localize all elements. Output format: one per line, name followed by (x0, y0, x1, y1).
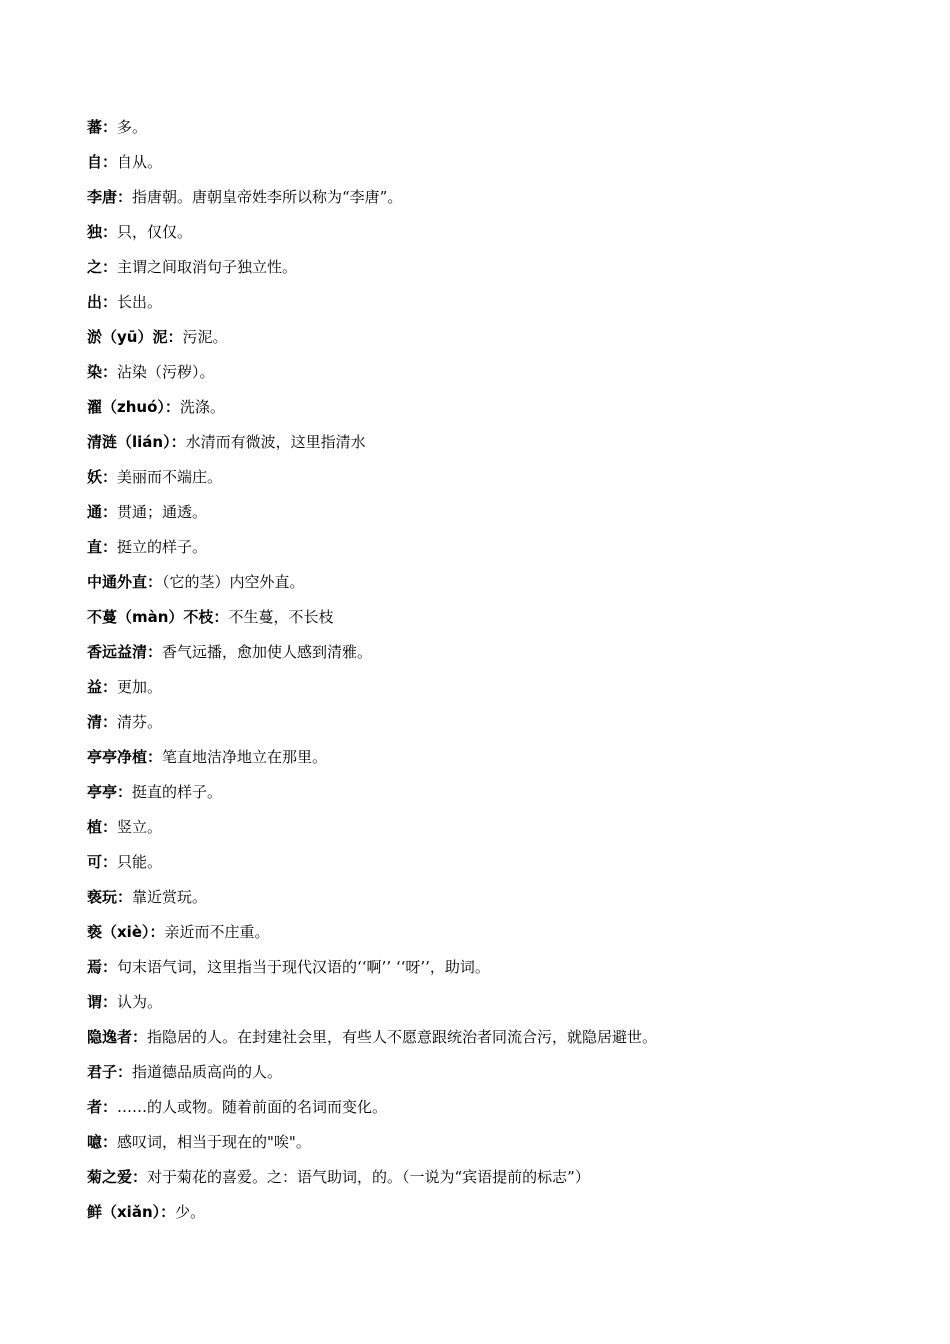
glossary-definition: 香气远播，愈加使人感到清雅。 (162, 643, 373, 661)
glossary-term: 直： (87, 538, 118, 556)
glossary-entry (87, 1024, 887, 1059)
glossary-entry (87, 639, 887, 674)
glossary-entry (87, 884, 887, 919)
glossary-definition: 靠近赏玩。 (132, 888, 208, 906)
glossary-term: 不蔓（màn）不枝： (87, 608, 229, 626)
glossary-entry (87, 569, 887, 604)
glossary-entry (87, 1199, 887, 1234)
glossary-definition: 多。 (117, 118, 148, 136)
glossary-term: 噫： (87, 1133, 118, 1151)
glossary-term: 蕃： (87, 118, 118, 136)
glossary-entry (87, 359, 887, 394)
glossary-entry (87, 814, 887, 849)
glossary-entry (87, 989, 887, 1024)
glossary-term: 君子： (87, 1063, 133, 1081)
glossary-definition: 指道德品质高尚的人。 (132, 1063, 283, 1081)
glossary-definition: 少。 (175, 1203, 206, 1221)
glossary-definition: 污泥。 (182, 328, 228, 346)
glossary-definition: 指唐朝。唐朝皇帝姓李所以称为“李唐”。 (132, 188, 403, 206)
glossary-term: 中通外直： (87, 573, 163, 591)
glossary-term: 隐逸者： (87, 1028, 148, 1046)
glossary-term: 植： (87, 818, 118, 836)
glossary-entry (87, 149, 887, 184)
glossary-term: 独： (87, 223, 118, 241)
glossary-entry (87, 219, 887, 254)
glossary-definition: 挺立的样子。 (117, 538, 208, 556)
glossary-term: 鲜（xiǎn）： (87, 1203, 176, 1221)
glossary-term: 清： (87, 713, 118, 731)
glossary-term: 出： (87, 293, 118, 311)
glossary-definition: 对于菊花的喜爱。之：语气助词，的。（一说为“宾语提前的标志”） (147, 1168, 590, 1186)
glossary-term: 通： (87, 503, 118, 521)
glossary-term: 妖： (87, 468, 118, 486)
glossary-entry (87, 1059, 887, 1094)
glossary-definition: 笔直地洁净地立在那里。 (162, 748, 328, 766)
glossary-definition: 指隐居的人。在封建社会里，有些人不愿意跟统治者同流合污，就隐居避世。 (147, 1028, 658, 1046)
glossary-definition: 主谓之间取消句子独立性。 (117, 258, 298, 276)
glossary-entry (87, 779, 887, 814)
glossary-entry (87, 674, 887, 709)
glossary-term: 亭亭净植： (87, 748, 163, 766)
glossary-term: 自： (87, 153, 118, 171)
glossary-term: 染： (87, 363, 118, 381)
glossary-definition: 洗涤。 (179, 398, 225, 416)
glossary-entry (87, 289, 887, 324)
glossary-term: 可： (87, 853, 118, 871)
glossary-definition: 只，仅仅。 (117, 223, 193, 241)
glossary-term: 菊之爱： (87, 1168, 148, 1186)
glossary-definition: （它的茎）内空外直。 (162, 573, 305, 591)
glossary-entry (87, 954, 887, 989)
glossary-entry (87, 604, 887, 639)
glossary-term: 之： (87, 258, 118, 276)
glossary-term: 香远益清： (87, 643, 163, 661)
glossary-term: 濯（zhuó）： (87, 398, 180, 416)
glossary-definition: 长出。 (117, 293, 163, 311)
glossary-entry (87, 429, 887, 464)
glossary-definition: 美丽而不端庄。 (117, 468, 223, 486)
glossary-list (87, 114, 887, 1234)
glossary-entry (87, 919, 887, 954)
glossary-entry (87, 394, 887, 429)
glossary-term: 益： (87, 678, 118, 696)
glossary-term: 李唐： (87, 188, 133, 206)
glossary-entry (87, 744, 887, 779)
glossary-definition: 挺直的样子。 (132, 783, 223, 801)
glossary-term: 焉： (87, 958, 118, 976)
glossary-entry (87, 849, 887, 884)
glossary-term: 者： (87, 1098, 118, 1116)
glossary-definition: 只能。 (117, 853, 163, 871)
glossary-definition: 自从。 (117, 153, 163, 171)
glossary-entry (87, 184, 887, 219)
glossary-definition: ……的人或物。随着前面的名词而变化。 (117, 1098, 388, 1116)
glossary-definition: 认为。 (117, 993, 163, 1011)
glossary-definition: 竖立。 (117, 818, 163, 836)
glossary-entry (87, 709, 887, 744)
glossary-entry (87, 499, 887, 534)
glossary-term: 淤（yū）泥： (87, 328, 183, 346)
glossary-term: 亭亭： (87, 783, 133, 801)
glossary-definition: 水清而有微波，这里指清水 (185, 433, 366, 451)
glossary-entry (87, 114, 887, 149)
glossary-entry (87, 1129, 887, 1164)
glossary-entry (87, 1094, 887, 1129)
glossary-entry (87, 1164, 887, 1199)
glossary-term: 谓： (87, 993, 118, 1011)
glossary-definition: 不生蔓，不长枝 (228, 608, 334, 626)
glossary-term: 亵玩： (87, 888, 133, 906)
glossary-definition: 亲近而不庄重。 (164, 923, 270, 941)
glossary-definition: 更加。 (117, 678, 163, 696)
glossary-definition: 清芬。 (117, 713, 163, 731)
glossary-term: 亵（xiè）： (87, 923, 165, 941)
glossary-entry (87, 464, 887, 499)
glossary-definition: 句末语气词，这里指当于现代汉语的‘‘啊’’ ‘‘呀’’，助词。 (117, 958, 490, 976)
glossary-entry (87, 534, 887, 569)
glossary-definition: 感叹词，相当于现在的"唉"。 (117, 1133, 311, 1151)
glossary-definition: 沾染（污秽）。 (117, 363, 215, 381)
glossary-entry (87, 254, 887, 289)
glossary-definition: 贯通；通透。 (117, 503, 208, 521)
glossary-entry (87, 324, 887, 359)
glossary-term: 清涟（lián）： (87, 433, 186, 451)
